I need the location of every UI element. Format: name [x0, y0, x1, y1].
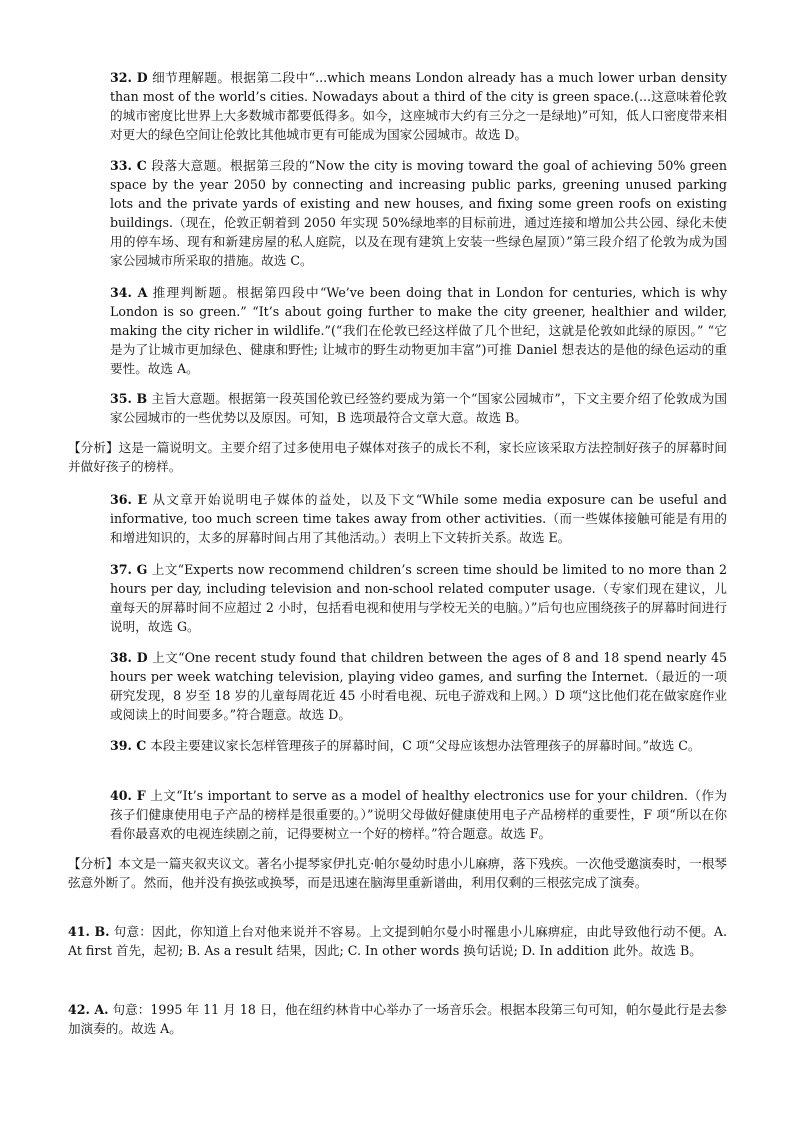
answer-number: 36. E	[110, 492, 148, 507]
answer-number: 38. D	[110, 650, 148, 665]
answer-item-33	[110, 156, 727, 270]
answer-number: 42. A.	[68, 1002, 109, 1017]
answer-explanation: 本段主要建议家长怎样管理孩子的屏幕时间，C 项“父母应该想办法管理孩子的屏幕时间。”故选 C。	[146, 738, 701, 753]
answer-number: 41. B.	[68, 924, 110, 939]
analysis-paragraph-1: 【分析】这是一篇说明文。主要介绍了过多使用电子媒体对孩子的成长不利，家长应该采取方法控制好孩子的屏幕时间并做好孩子的榜样。	[68, 440, 727, 474]
answer-item-32	[110, 68, 727, 144]
answer-explanation: 主旨大意题。根据第一段英国伦敦已经签约要成为第一个“国家公园城市”，下文主要介绍了伦敦成为国家公园城市的一些优势以及原因。可知，B 选项最符合文章大意。故选 B。	[110, 391, 727, 425]
answer-item-34	[110, 283, 727, 378]
answer-item-39	[110, 736, 727, 755]
answer-item-40	[110, 786, 727, 843]
answer-number: 39. C	[110, 738, 147, 753]
analysis-paragraph-2: 【分析】本文是一篇夹叙夹议文。著名小提琴家伊扎克·帕尔曼幼时患小儿麻痹，落下残疾。一次他受邀演奏时，一根琴弦意外断了。然而，他并没有换弦或换琴，而是迅速在脑海里重新谱曲，利用仅剩的三根弦完成了演奏。	[68, 856, 727, 890]
answer-item-37	[110, 560, 727, 636]
answer-item-42	[68, 1000, 727, 1038]
answer-explanation: 句意：1995 年 11 月 18 日，他在纽约林肯中心举办了一场音乐会。根据本段第三句可知，帕尔曼此行是去参加演奏的。故选 A。	[68, 1002, 727, 1036]
answer-explanation: 上文“It’s important to serve as a model of healthy electronics use for your children.（作为孩子们健康使用电子产品的榜样是很重要的。）”说明父母做好健康使用电子产品榜样的重要性，F 项“所以在你看你最喜欢的电视连续剧之前，记得要树立一个好的榜样。”符合题意。故选 F。	[110, 788, 727, 841]
answer-explanation: 推理判断题。根据第四段中“We’ve been doing that in London for centuries, which is why London is so green.” “It’s about going further to make the city greener, healthier and wilder, making the city richer in wildlife.”(“我们在伦敦已经这样做了几个世纪，这就是伦敦如此绿的原因。” “它是为了让城市更加绿色、健康和野性; 让城市的野生动物更加丰富”)可推 Daniel 想表达的是他的绿色运动的重要性。故选 A。	[110, 285, 727, 376]
answer-explanation: 上文“One recent study found that children between the ages of 8 and 18 spend nearly 45 hours per week watching television, playing video games, and surfing the Internet.（最近的一项研究发现，8 岁至 18 岁的儿童每周花近 45 小时看电视、玩电子游戏和上网。）D 项“这比他们花在做家庭作业或阅读上的时间要多。”符合题意。故选 D。	[110, 650, 728, 722]
answer-item-35	[110, 389, 727, 427]
answer-explanation: 从文章开始说明电子媒体的益处，以及下文“While some media exposure can be useful and informative, too much screen time takes away from other activities.（而一些媒体接触可能是有用的和增进知识的，太多的屏幕时间占用了其他活动。）表明上下文转折关系。故选 E。	[110, 492, 727, 545]
answer-number: 33. C	[110, 158, 147, 173]
answer-item-36	[110, 490, 727, 547]
answer-explanation: 段落大意题。根据第三段的“Now the city is moving toward the goal of achieving 50% green space by the year 2050 by connecting and increasing public parks, greening unused parking lots and the private yards of existing and new houses, and fixing some green roofs on existing buildings.（现在，伦敦正朝着到 2050 年实现 50%绿地率的目标前进，通过连接和增加公共公园、绿化未使用的停车场、现有和新建房屋的私人庭院，以及在现有建筑上安装一些绿色屋顶）”第三段介绍了伦敦为成为国家公园城市所采取的措施。故选 C。	[110, 158, 727, 268]
answer-number: 37. G	[110, 562, 148, 577]
answer-number: 34. A	[110, 285, 148, 300]
answer-explanation: 上文“Experts now recommend children’s screen time should be limited to no more than 2 hours per day, including television and non-school related computer usage.（专家们现在建议，儿童每天的屏幕时间不应超过 2 小时，包括看电视和使用与学校无关的电脑。）”后句也应围绕孩子的屏幕时间进行说明，故选 G。	[110, 562, 727, 634]
answer-number: 35. B	[110, 391, 148, 406]
answer-number: 40. F	[110, 788, 146, 803]
answer-number: 32. D	[110, 70, 148, 85]
answer-explanation: 句意：因此，你知道上台对他来说并不容易。上文提到帕尔曼小时罹患小儿麻痹症，由此导致他行动不便。A. At first 首先，起初; B. As a result 结果，因此; C. In other words 换句话说; D. In addition 此外。故选 B。	[68, 924, 727, 958]
answer-item-41	[68, 922, 727, 960]
answer-explanation: 细节理解题。根据第二段中“...which means London already has a much lower urban density than most of the world’s cities. Nowadays about a third of the city is green space.(...这意味着伦敦的城市密度比世界上大多数城市都要低得多。如今，这座城市大约有三分之一是绿地)”可知，低人口密度带来相对更大的绿色空间让伦敦比其他城市更有可能成为国家公园城市。故选 D。	[110, 70, 727, 142]
answer-item-38	[110, 648, 727, 724]
